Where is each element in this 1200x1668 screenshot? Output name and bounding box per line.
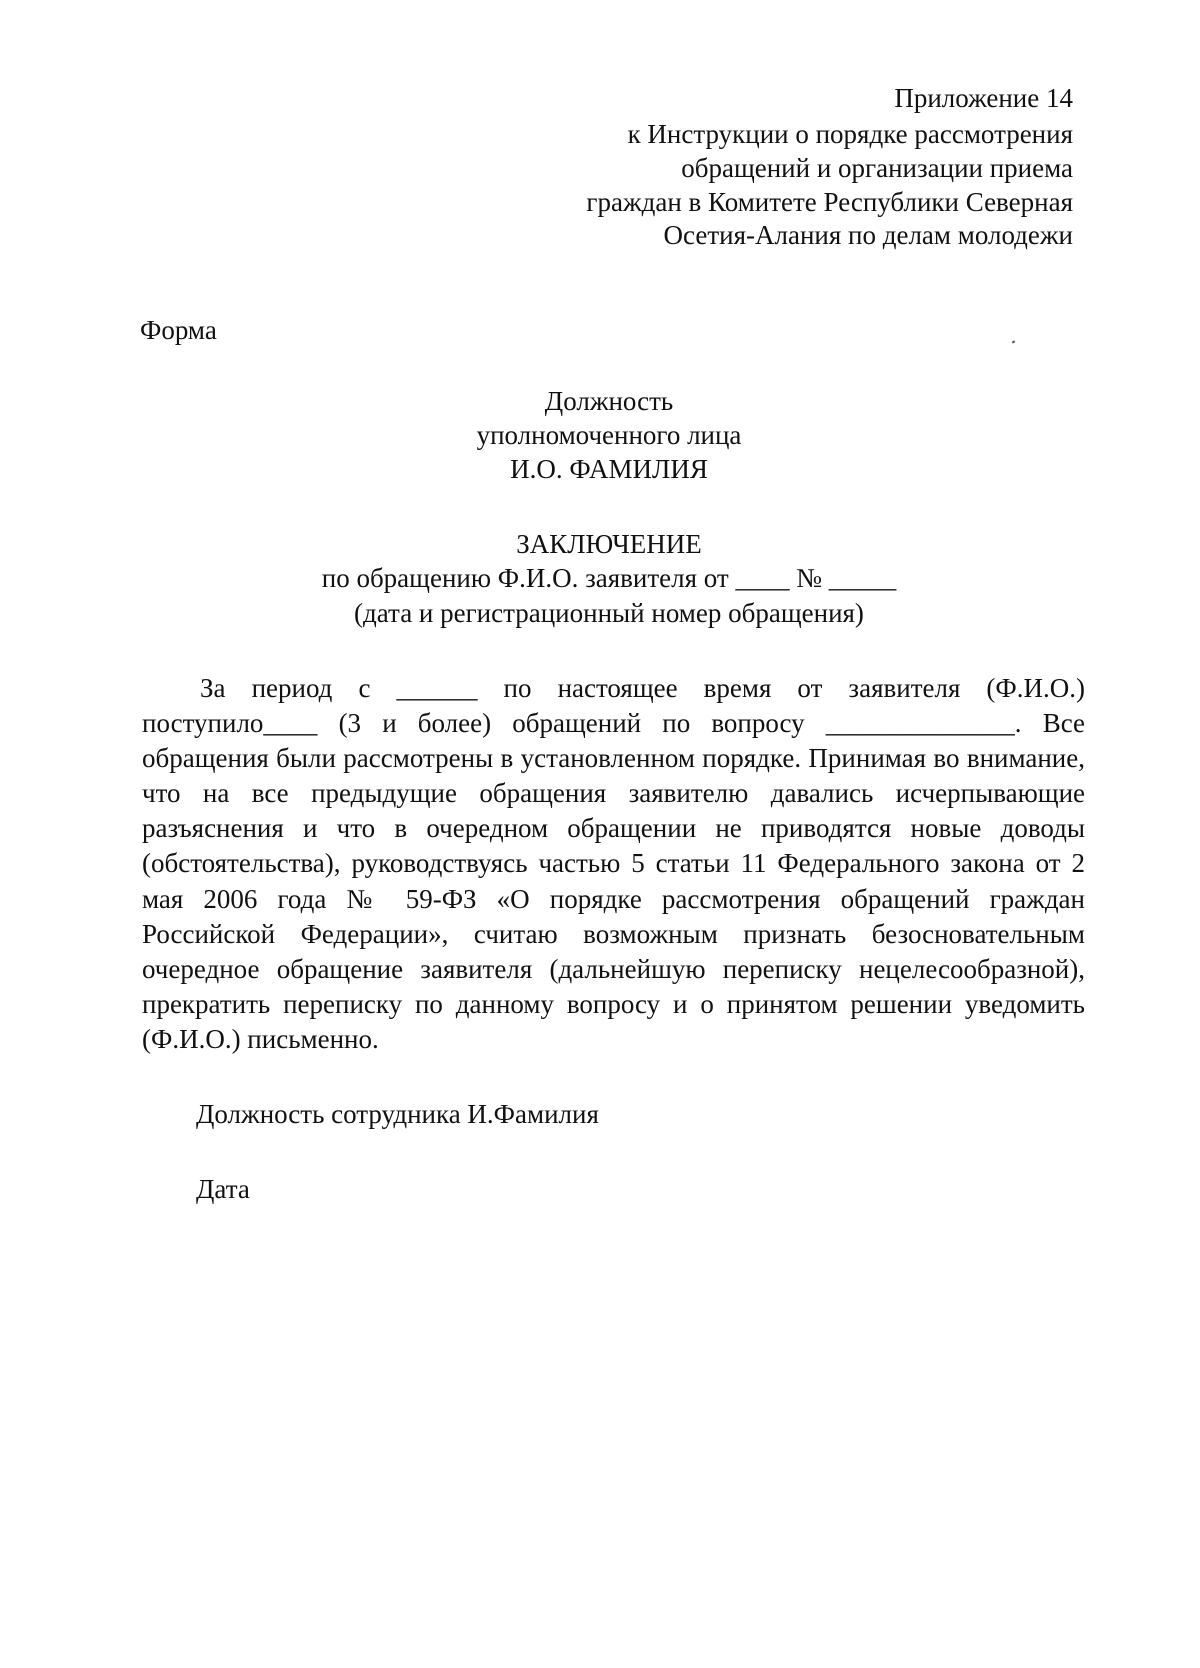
- body-line: обращения были рассмотрены в установленном порядке. Принимая во внимание,: [142, 743, 1085, 774]
- body-line: (Ф.И.О.) письменно.: [142, 1023, 379, 1054]
- body-line: разъяснения и что в очередном обращении не приводятся новые доводы: [142, 813, 1085, 844]
- appendix-line: граждан в Комитете Республики Северная: [586, 187, 1073, 217]
- addressee-name: И.О. ФАМИЛИЯ: [510, 454, 708, 484]
- body-line: очередное обращение заявителя (дальнейшую переписку нецелесообразной),: [142, 953, 1085, 984]
- date-label: Дата: [196, 1174, 250, 1204]
- body-line: мая 2006 года № 59-ФЗ «О порядке рассмотрения обращений граждан: [142, 883, 1085, 914]
- addressee-authorized: уполномоченного лица: [476, 420, 742, 450]
- conclusion-title: ЗАКЛЮЧЕНИЕ: [516, 529, 702, 559]
- body-line: что на все предыдущие обращения заявителю давались исчерпывающие: [142, 778, 1085, 809]
- appendix-line: к Инструкции о порядке рассмотрения: [627, 119, 1073, 149]
- scan-speck: [1012, 340, 1016, 343]
- addressee-position: Должность: [544, 386, 674, 416]
- body-paragraph: [142, 671, 1085, 1057]
- appendix-number: Приложение 14: [894, 83, 1073, 113]
- appendix-line: Осетия-Алания по делам молодежи: [663, 220, 1073, 250]
- body-line: Российской Федерации», считаю возможным признать безосновательным: [142, 918, 1085, 949]
- form-label: Форма: [140, 315, 217, 345]
- conclusion-subtitle: по обращению Ф.И.О. заявителя от ____ № _____: [321, 563, 897, 593]
- body-line: (обстоятельства), руководствуясь частью 5 статьи 11 Федерального закона от 2: [142, 848, 1085, 879]
- signature-line: Должность сотрудника И.Фамилия: [196, 1099, 599, 1129]
- appendix-line: обращений и организации приема: [681, 153, 1073, 183]
- body-line: прекратить переписку по данному вопросу и о принятом решении уведомить: [142, 988, 1085, 1019]
- body-line: За период с ______ по настоящее время от заявителя (Ф.И.О.): [200, 673, 1085, 703]
- body-line: поступило____ (3 и более) обращений по вопросу ______________. Все: [142, 708, 1085, 739]
- conclusion-note: (дата и регистрационный номер обращения): [354, 598, 864, 628]
